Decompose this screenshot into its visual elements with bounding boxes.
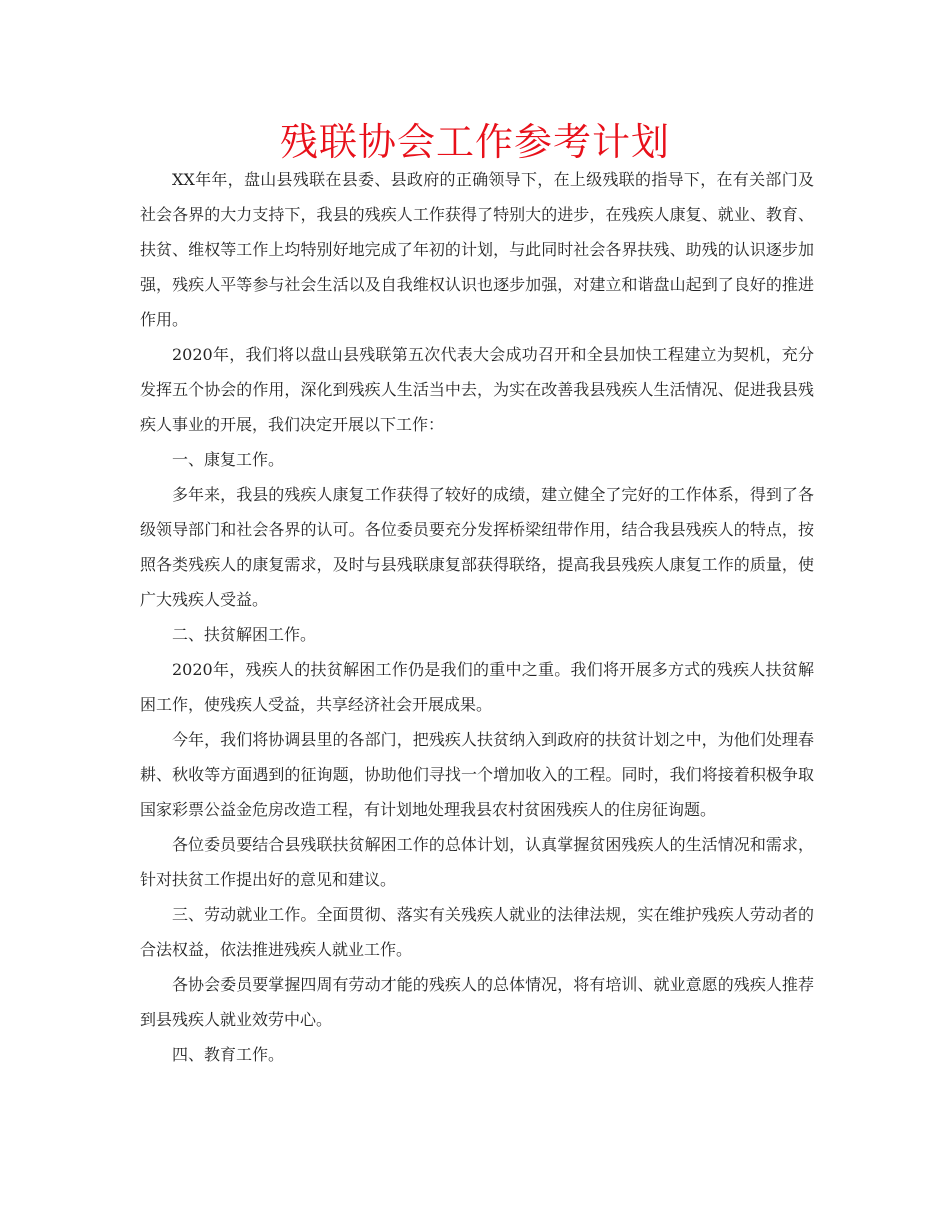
paragraph: 2020年，残疾人的扶贫解困工作仍是我们的重中之重。我们将开展多方式的残疾人扶贫解困工作，使残疾人受益，共享经济社会开展成果。 xyxy=(140,660,814,714)
paragraph: XX年年，盘山县残联在县委、县政府的正确领导下，在上级残联的指导下，在有关部门及社会各界的大力支持下，我县的残疾人工作获得了特别大的进步，在残疾人康复、就业、教育、扶贫、维权等工作上均特别好地完成了年初的计划，与此同时社会各界扶残、助残的认识逐步加强，残疾人平等参与社会生活以及自我维权认识也逐步加强，对建立和谐盘山起到了良好的推进作用。 xyxy=(140,170,814,329)
section-heading: 一、康复工作。 xyxy=(172,450,285,469)
paragraph: 各协会委员要掌握四周有劳动才能的残疾人的总体情况，将有培训、就业意愿的残疾人推荐到县残疾人就业效劳中心。 xyxy=(140,975,814,1029)
section-heading: 三、劳动就业工作。全面贯彻、落实有关残疾人就业的法律法规，实在维护残疾人劳动者的合法权益，依法推进残疾人就业工作。 xyxy=(140,905,814,959)
document-title: 残联协会工作参考计划 xyxy=(279,120,670,164)
section-heading: 四、教育工作。 xyxy=(172,1045,285,1064)
document-body xyxy=(140,162,814,1072)
paragraph: 2020年，我们将以盘山县残联第五次代表大会成功召开和全县加快工程建立为契机，充分发挥五个协会的作用，深化到残疾人生活当中去，为实在改善我县残疾人生活情况、促进我县残疾人事业的开展，我们决定开展以下工作： xyxy=(140,345,814,434)
paragraph: 今年，我们将协调县里的各部门，把残疾人扶贫纳入到政府的扶贫计划之中，为他们处理春耕、秋收等方面遇到的征询题，协助他们寻找一个增加收入的工程。同时，我们将接着积极争取国家彩票公益金危房改造工程，有计划地处理我县农村贫困残疾人的住房征询题。 xyxy=(140,730,814,819)
paragraph: 各位委员要结合县残联扶贫解困工作的总体计划，认真掌握贫困残疾人的生活情况和需求，针对扶贫工作提出好的意见和建议。 xyxy=(140,835,814,889)
paragraph: 多年来，我县的残疾人康复工作获得了较好的成绩，建立健全了完好的工作体系，得到了各级领导部门和社会各界的认可。各位委员要充分发挥桥梁纽带作用，结合我县残疾人的特点，按照各类残疾人的康复需求，及时与县残联康复部获得联络，提高我县残疾人康复工作的质量，使广大残疾人受益。 xyxy=(140,485,814,609)
section-heading: 二、扶贫解困工作。 xyxy=(172,625,317,644)
